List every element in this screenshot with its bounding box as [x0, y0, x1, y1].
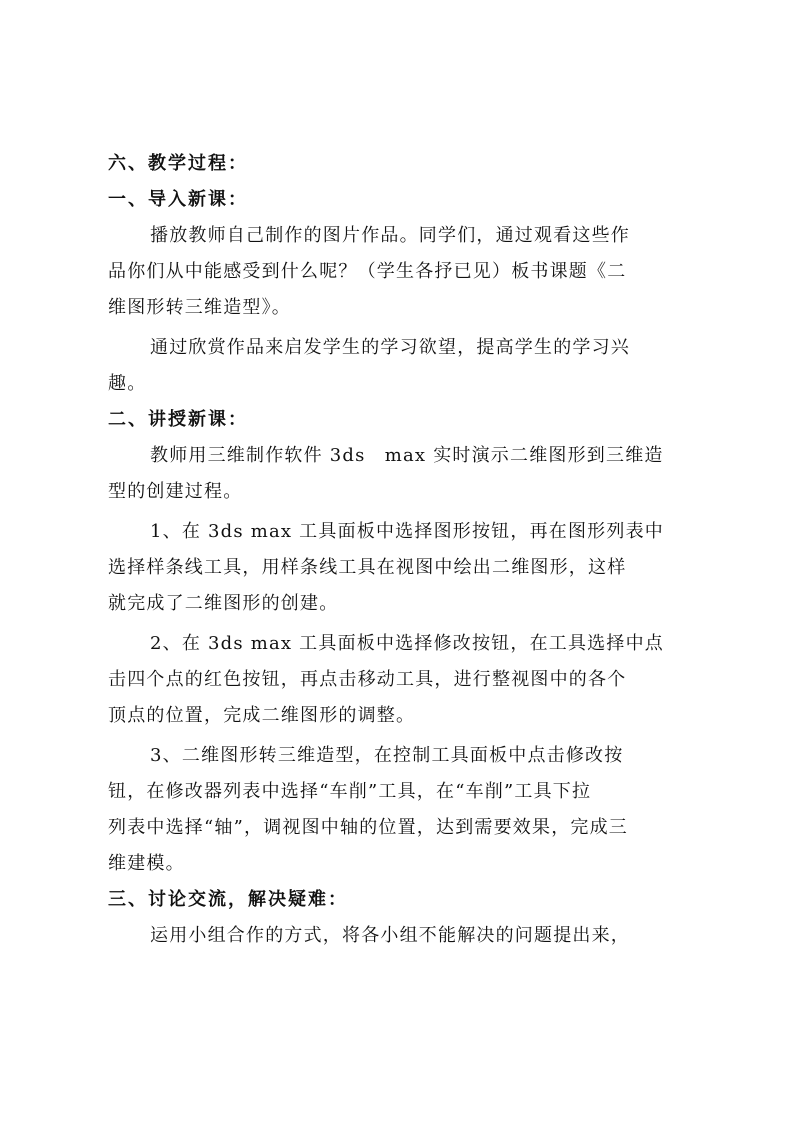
text-line: 击四个点的红色按钮，再点击移动工具，进行整视图中的各个: [108, 669, 627, 690]
text-line: 选择样条线工具，用样条线工具在视图中绘出二维图形，这样: [108, 557, 627, 578]
text-line: 列表中选择“轴”，调视图中轴的位置，达到需要效果，完成三: [108, 817, 629, 838]
paragraph-step-1: [108, 514, 693, 622]
paragraph-step-3: [108, 738, 693, 882]
heading-teach-new-lesson: 二、讲授新课：: [108, 409, 248, 430]
text-line: 钮，在修改器列表中选择“车削”工具，在“车削”工具下拉: [108, 781, 592, 802]
paragraph-inspire-learning: [108, 330, 693, 402]
text-line: 维建模。: [108, 853, 185, 874]
text-line: 3、二维图形转三维造型，在控制工具面板中点击修改按: [150, 745, 624, 766]
text-line: 维图形转三维造型》。: [108, 297, 291, 318]
paragraph-group-work: [108, 918, 693, 954]
text-line: 就完成了二维图形的创建。: [108, 593, 339, 614]
paragraph-step-2: [108, 626, 693, 734]
text-line: 教师用三维制作软件 3ds max 实时演示二维图形到三维造: [150, 445, 664, 466]
heading-discussion: 三、讨论交流，解决疑难：: [108, 889, 348, 910]
section-title: 六、教学过程：: [108, 153, 248, 174]
text-line: 型的创建过程。: [108, 481, 243, 502]
paragraph-show-works: [108, 218, 693, 326]
text-line: 品你们从中能感受到什么呢？（学生各抒已见）板书课题《二: [108, 261, 627, 282]
heading-introduce-new-lesson: 一、导入新课：: [108, 189, 248, 210]
text-line: 运用小组合作的方式，将各小组不能解决的问题提出来，: [150, 925, 630, 946]
paragraph-teacher-demo: [108, 438, 693, 510]
text-line: 趣。: [108, 373, 147, 394]
text-line: 播放教师自己制作的图片作品。同学们，通过观看这些作: [150, 225, 630, 246]
text-line: 1、在 3ds max 工具面板中选择图形按钮，再在图形列表中: [150, 521, 664, 542]
text-line: 通过欣赏作品来启发学生的学习欲望，提高学生的学习兴: [150, 337, 630, 358]
text-line: 顶点的位置，完成二维图形的调整。: [108, 705, 416, 726]
document-page: [108, 146, 693, 954]
text-line: 2、在 3ds max 工具面板中选择修改按钮，在工具选择中点: [150, 633, 664, 654]
